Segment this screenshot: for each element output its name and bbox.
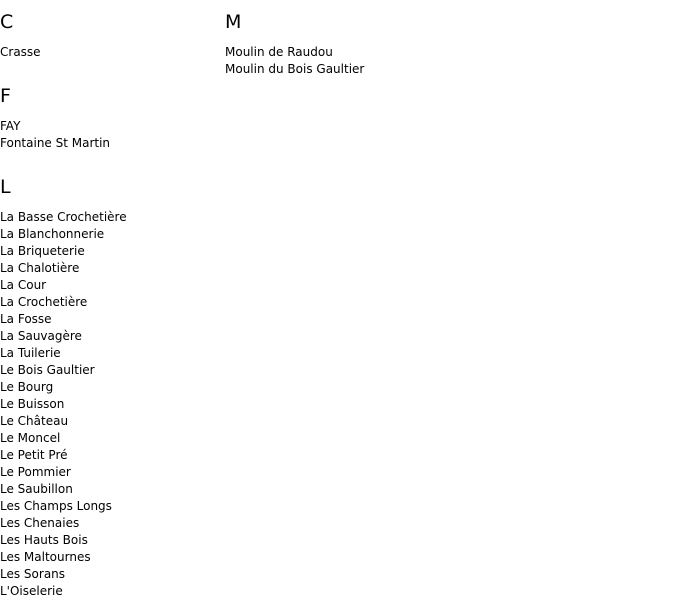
- place-link[interactable]: Le Moncel: [0, 431, 61, 445]
- group-c: [0, 11, 41, 61]
- place-link[interactable]: Le Bourg: [0, 380, 54, 394]
- place-link[interactable]: Le Château: [0, 414, 69, 428]
- group-letter: L: [0, 176, 11, 198]
- place-link[interactable]: Le Bois Gaultier: [0, 363, 95, 377]
- group-letter: C: [0, 11, 14, 33]
- place-link[interactable]: La Fosse: [0, 312, 52, 326]
- group-f: [0, 85, 110, 152]
- place-link[interactable]: Moulin du Bois Gaultier: [225, 62, 365, 76]
- place-link[interactable]: Crasse: [0, 45, 41, 59]
- place-link[interactable]: Les Chenaies: [0, 516, 80, 530]
- place-link[interactable]: L'Oiselerie: [0, 584, 63, 598]
- place-link[interactable]: La Crochetière: [0, 295, 88, 309]
- place-link[interactable]: Le Petit Pré: [0, 448, 68, 462]
- place-list: [0, 209, 127, 600]
- place-link[interactable]: La Blanchonnerie: [0, 227, 105, 241]
- place-link[interactable]: La Chalotière: [0, 261, 80, 275]
- place-link[interactable]: Le Buisson: [0, 397, 65, 411]
- place-link[interactable]: Les Sorans: [0, 567, 66, 581]
- place-link[interactable]: Les Maltournes: [0, 550, 91, 564]
- place-list: [0, 118, 110, 152]
- place-link[interactable]: Moulin de Raudou: [225, 45, 333, 59]
- group-l: [0, 176, 127, 600]
- group-letter: F: [0, 85, 11, 107]
- place-link[interactable]: Le Saubillon: [0, 482, 73, 496]
- place-link[interactable]: La Basse Crochetière: [0, 210, 127, 224]
- place-list: [0, 44, 41, 61]
- place-link[interactable]: Fontaine St Martin: [0, 136, 111, 150]
- place-link[interactable]: La Cour: [0, 278, 47, 292]
- place-link[interactable]: Le Pommier: [0, 465, 71, 479]
- place-link[interactable]: La Briqueterie: [0, 244, 85, 258]
- place-link[interactable]: La Sauvagère: [0, 329, 82, 343]
- group-m: [225, 11, 364, 78]
- place-link[interactable]: La Tuilerie: [0, 346, 61, 360]
- place-link[interactable]: Les Hauts Bois: [0, 533, 88, 547]
- place-list: [225, 44, 364, 78]
- group-letter: M: [225, 11, 242, 33]
- place-link[interactable]: FAY: [0, 119, 21, 133]
- place-link[interactable]: Les Champs Longs: [0, 499, 112, 513]
